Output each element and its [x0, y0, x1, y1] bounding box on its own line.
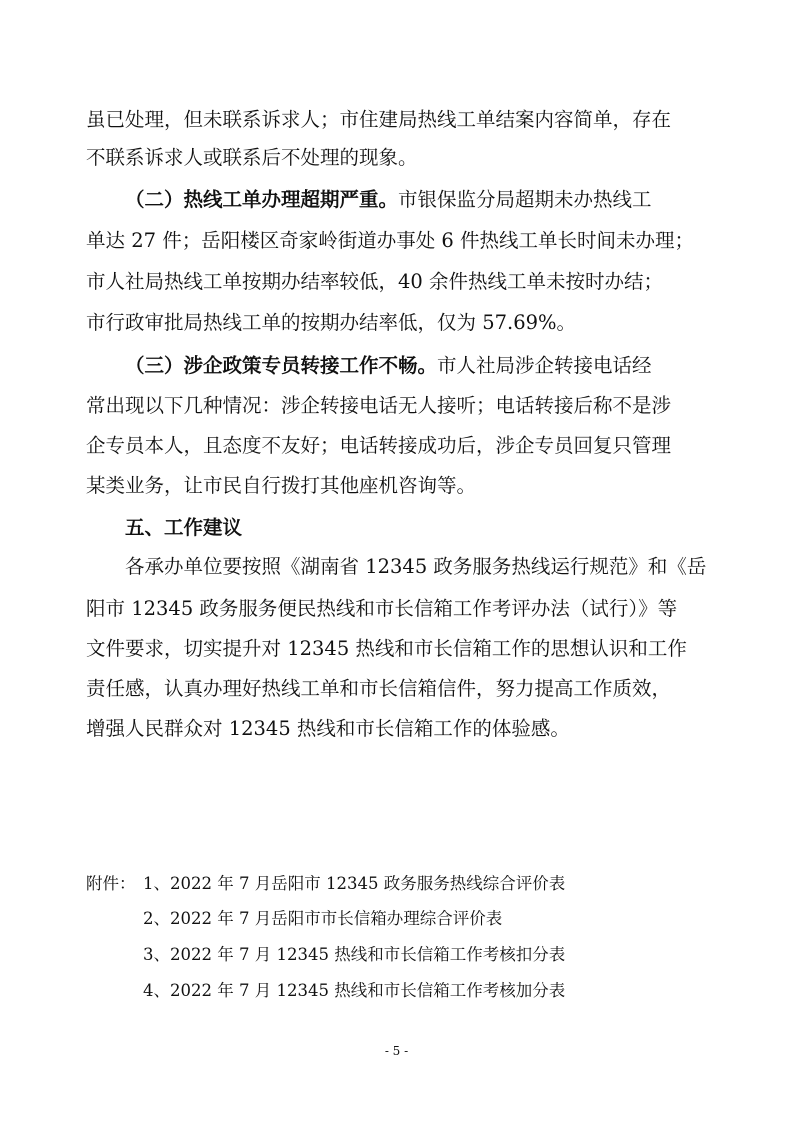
section-2-text: 市银保监分局超期未办热线工 — [398, 188, 652, 211]
attachment-item: 4、2022 年 7 月 12345 热线和市长信箱工作考核加分表 — [143, 981, 566, 1000]
page-number: - 5 - — [384, 1044, 409, 1058]
body-text-line: 常出现以下几种情况：涉企转接电话无人接听；电话转接后称不是涉 — [86, 394, 672, 417]
body-text-line: 虽已处理，但未联系诉求人；市住建局热线工单结案内容简单，存在 — [86, 108, 672, 131]
section-3-heading: （三）涉企政策专员转接工作不畅。 — [125, 354, 438, 377]
section-3-text: 市人社局涉企转接电话经 — [437, 354, 652, 377]
body-text-line: 企专员本人，且态度不友好；电话转接成功后，涉企专员回复只管理 — [86, 434, 672, 457]
body-text-line: 阳市 12345 政务服务便民热线和市长信箱工作考评办法（试行）》等 — [86, 597, 678, 620]
body-text-line: 责任感，认真办理好热线工单和市长信箱信件，努力提高工作质效， — [86, 677, 672, 700]
attachment-item: 1、2022 年 7 月岳阳市 12345 政务服务热线综合评价表 — [143, 874, 566, 893]
attachments-label: 附件： — [86, 874, 136, 893]
section-2-first-line — [125, 187, 708, 213]
body-text-line: 各承办单位要按照《湖南省 12345 政务服务热线运行规范》和《岳 — [125, 555, 707, 578]
body-text-line: 市行政审批局热线工单的按期办结率低，仅为 57.69%。 — [86, 311, 577, 334]
body-text-line: 增强人民群众对 12345 热线和市长信箱工作的体验感。 — [86, 717, 570, 740]
section-3-first-line — [125, 353, 708, 379]
body-text-line: 单达 27 件；岳阳楼区奇家岭街道办事处 6 件热线工单长时间未办理； — [86, 229, 695, 252]
attachment-item: 2、2022 年 7 月岳阳市市长信箱办理综合评价表 — [143, 909, 503, 928]
section-5-heading: 五、工作建议 — [125, 516, 243, 539]
section-2-heading: （二）热线工单办理超期严重。 — [125, 188, 399, 211]
body-text-line: 某类业务，让市民自行拨打其他座机咨询等。 — [86, 474, 477, 497]
attachment-item: 3、2022 年 7 月 12345 热线和市长信箱工作考核扣分表 — [143, 945, 566, 964]
body-text-line: 文件要求，切实提升对 12345 热线和市长信箱工作的思想认识和工作 — [86, 637, 687, 660]
body-text-line: 市人社局热线工单按期办结率较低，40 余件热线工单未按时办结； — [86, 270, 664, 293]
body-text-line: 不联系诉求人或联系后不处理的现象。 — [86, 146, 418, 169]
